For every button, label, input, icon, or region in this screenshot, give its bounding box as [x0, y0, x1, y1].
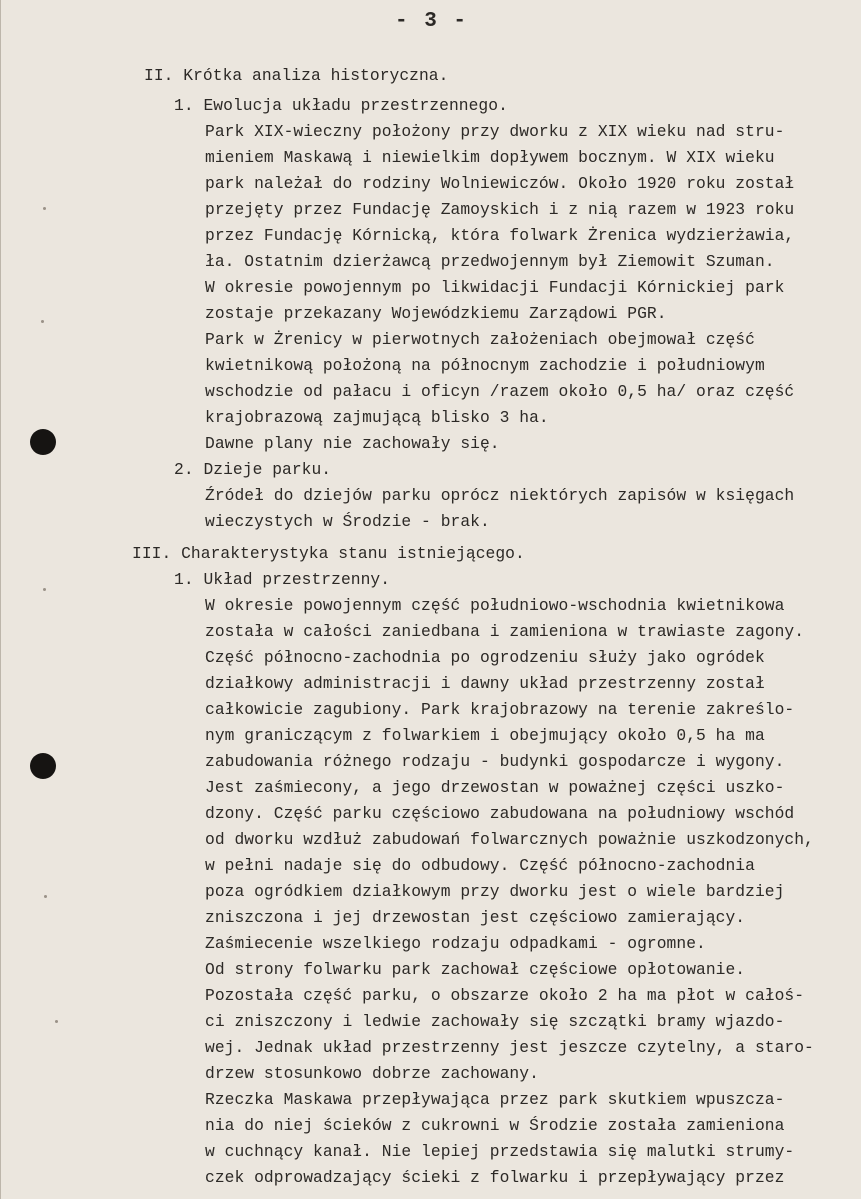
paper-speck	[43, 588, 46, 591]
punch-hole-bottom	[30, 753, 56, 779]
text-line: zabudowania różnego rodzaju - budynki gospodarcze i wygony.	[205, 752, 785, 771]
text-line: Dawne plany nie zachowały się.	[205, 434, 500, 453]
text-line: w pełni nadaje się do odbudowy. Część północno-zachodnia	[205, 856, 755, 875]
page-number: - 3 -	[394, 10, 468, 33]
text-line: w cuchnący kanał. Nie lepiej przedstawia się malutki strumy-	[205, 1142, 795, 1161]
text-line: krajobrazową zajmującą blisko 3 ha.	[205, 408, 549, 427]
text-line: Pozostała część parku, o obszarze około 2 ha ma płot w całoś-	[205, 986, 805, 1005]
text-line: nia do niej ścieków z cukrowni w Środzie została zamieniona	[205, 1116, 785, 1135]
text-line: wschodzie od pałacu i oficyn /razem około 0,5 ha/ oraz część	[205, 382, 795, 401]
punch-hole-top	[30, 429, 56, 455]
subsection-title: 1. Ewolucja układu przestrzennego.	[174, 96, 508, 115]
text-line: ci zniszczony i ledwie zachowały się szczątki bramy wjazdo-	[205, 1012, 785, 1031]
text-line: Część północno-zachodnia po ogrodzeniu służy jako ogródek	[205, 648, 765, 667]
text-line: Od strony folwarku park zachował częściowe opłotowanie.	[205, 960, 746, 979]
text-line: drzew stosunkowo dobrze zachowany.	[205, 1064, 539, 1083]
text-line: zostaje przekazany Wojewódzkiemu Zarządowi PGR.	[205, 304, 667, 323]
text-line: park należał do rodziny Wolniewiczów. Około 1920 roku został	[205, 174, 795, 193]
text-line: W okresie powojennym część południowo-wschodnia kwietnikowa	[205, 596, 785, 615]
text-line: kwietnikową położoną na północnym zachodzie i południowym	[205, 356, 765, 375]
subsection-title: 1. Układ przestrzenny.	[174, 570, 391, 589]
text-line: wej. Jednak układ przestrzenny jest jeszcze czytelny, a staro-	[205, 1038, 814, 1057]
paper-speck	[55, 1020, 58, 1023]
text-line: Park XIX-wieczny położony przy dworku z XIX wieku nad stru-	[205, 122, 785, 141]
text-line: od dworku wzdłuż zabudowań folwarcznych poważnie uszkodzonych,	[205, 830, 814, 849]
text-line: całkowicie zagubiony. Park krajobrazowy na terenie zakreślo-	[205, 700, 795, 719]
text-line: Zaśmiecenie wszelkiego rodzaju odpadkami - ogromne.	[205, 934, 706, 953]
text-line: przez Fundację Kórnicką, która folwark Żrenica wydzierżawia,	[205, 226, 795, 245]
text-line: mieniem Maskawą i niewielkim dopływem bocznym. W XIX wieku	[205, 148, 775, 167]
text-line: przejęty przez Fundację Zamoyskich i z nią razem w 1923 roku	[205, 200, 795, 219]
text-line: czek odprowadzający ścieki z folwarku i przepływający przez	[205, 1168, 785, 1187]
paper-speck	[41, 320, 44, 323]
paper-speck	[44, 895, 47, 898]
text-line: Jest zaśmiecony, a jego drzewostan w poważnej części uszko-	[205, 778, 785, 797]
section-heading: II. Krótka analiza historyczna.	[144, 66, 449, 85]
section-heading: III. Charakterystyka stanu istniejącego.	[132, 544, 525, 563]
text-line: poza ogródkiem działkowym przy dworku jest o wiele bardziej	[205, 882, 785, 901]
paper-speck	[43, 207, 46, 210]
text-line: ła. Ostatnim dzierżawcą przedwojennym był Ziemowit Szuman.	[205, 252, 775, 271]
text-line: zniszczona i jej drzewostan jest częściowo zamierający.	[205, 908, 746, 927]
text-line: wieczystych w Środzie - brak.	[205, 512, 490, 531]
text-line: W okresie powojennym po likwidacji Fundacji Kórnickiej park	[205, 278, 785, 297]
text-line: Park w Żrenicy w pierwotnych założeniach obejmował część	[205, 330, 755, 349]
text-line: nym graniczącym z folwarkiem i obejmujący około 0,5 ha ma	[205, 726, 765, 745]
text-line: Źródeł do dziejów parku oprócz niektórych zapisów w księgach	[205, 486, 795, 505]
subsection-title: 2. Dzieje parku.	[174, 460, 332, 479]
text-line: została w całości zaniedbana i zamieniona w trawiaste zagony.	[205, 622, 805, 641]
text-line: dzony. Część parku częściowo zabudowana na południowy wschód	[205, 804, 795, 823]
text-line: działkowy administracji i dawny układ przestrzenny został	[205, 674, 765, 693]
text-line: Rzeczka Maskawa przepływająca przez park skutkiem wpuszcza-	[205, 1090, 785, 1109]
